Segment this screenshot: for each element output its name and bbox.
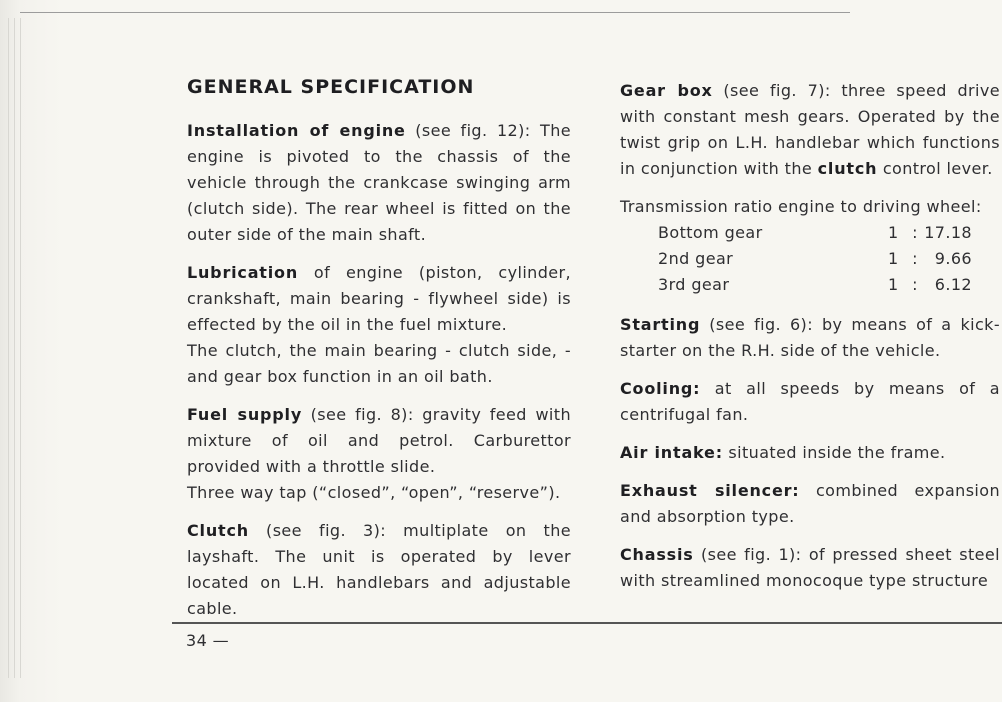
ratio-one: 1	[888, 275, 899, 294]
clutch-keyword: clutch	[817, 159, 878, 178]
lubrication-title: Lubrication	[187, 263, 299, 282]
clutch-text: (see fig. 3): multiplate on the layshaft. The unit is operated by lever located on L.H. handlebars and adjustable cable.	[187, 521, 571, 618]
clutch-paragraph	[187, 518, 571, 622]
exhaust-title: Exhaust silencer:	[620, 481, 800, 500]
air-intake-title: Air intake:	[620, 443, 723, 462]
chassis-text: (see fig. 1): of pressed sheet steel with streamlined monocoque type structure	[620, 545, 1000, 590]
gear-name: 3rd gear	[658, 275, 730, 294]
lubrication-text: of engine (piston, cylinder, crankshaft, main bearing - flywheel side) is effected by the oil in the fuel mixture.	[187, 263, 571, 334]
air-intake-paragraph	[620, 440, 1000, 466]
ratio-one: 1	[888, 223, 899, 242]
cooling-text: at all speeds by means of a centrifugal fan.	[620, 379, 1000, 424]
page-edge-line	[20, 18, 21, 678]
transmission-ratio-table	[658, 220, 972, 298]
installation-title: Installation of engine	[187, 121, 406, 140]
ratio-value: 6.12	[934, 275, 972, 294]
installation-paragraph	[187, 118, 571, 248]
page-edge-line	[8, 18, 9, 678]
lubrication-paragraph	[187, 260, 571, 338]
air-intake-text: situated inside the frame.	[722, 443, 946, 462]
right-column	[620, 74, 1000, 606]
page-number: 34 —	[186, 631, 230, 650]
starting-text: (see fig. 6): by means of a kick-starter on the R.H. side of the vehicle.	[620, 315, 1000, 360]
ratio-colon: :	[912, 275, 918, 294]
fuel-supply-text: (see fig. 8): gravity feed with mixture of oil and petrol. Carburettor provided with a throttle slide.	[187, 405, 571, 476]
section-heading: GENERAL SPECIFICATION	[187, 76, 475, 98]
page-edge	[0, 0, 62, 702]
fuel-supply-paragraph-2: Three way tap (“closed”, “open”, “reserve”).	[187, 483, 561, 502]
page-edge-line	[14, 18, 15, 678]
clutch-title: Clutch	[187, 521, 249, 540]
table-row	[658, 220, 972, 246]
exhaust-paragraph	[620, 478, 1000, 530]
left-column	[187, 74, 571, 634]
exhaust-text: combined expansion and absorption type.	[620, 481, 1001, 526]
table-row	[658, 246, 972, 272]
gear-name: 2nd gear	[658, 249, 734, 268]
transmission-intro: Transmission ratio engine to driving wheel:	[620, 197, 982, 216]
table-row	[658, 272, 972, 298]
ratio-colon: :	[912, 223, 918, 242]
chassis-title: Chassis	[620, 545, 694, 564]
gear-name: Bottom gear	[658, 223, 763, 242]
chassis-paragraph	[620, 542, 1000, 594]
cooling-title: Cooling:	[620, 379, 701, 398]
installation-text: (see fig. 12): The engine is pivoted to the chassis of the vehicle through the crankcase swinging arm (clutch side). The rear wheel is fitted on the outer side of the main shaft.	[187, 121, 571, 244]
ratio-value: 9.66	[934, 249, 972, 268]
gear-box-title: Gear box	[620, 81, 713, 100]
ratio-one: 1	[888, 249, 899, 268]
starting-paragraph	[620, 312, 1000, 364]
ratio-colon: :	[912, 249, 918, 268]
cooling-paragraph	[620, 376, 1000, 428]
gear-box-text: (see fig. 7): three speed drive with constant mesh gears. Operated by the twist grip on L.H. handlebar which functions in conjunction with the	[620, 81, 1000, 178]
gear-box-text-end: control lever.	[877, 159, 993, 178]
ratio-value: 17.18	[924, 223, 972, 242]
fuel-supply-paragraph	[187, 402, 571, 480]
gear-box-paragraph	[620, 78, 1000, 182]
top-rule	[20, 12, 850, 13]
starting-title: Starting	[620, 315, 701, 334]
bottom-rule	[172, 622, 1002, 624]
lubrication-paragraph-2: The clutch, the main bearing - clutch side, - and gear box function in an oil bath.	[187, 341, 571, 386]
fuel-supply-title: Fuel supply	[187, 405, 303, 424]
